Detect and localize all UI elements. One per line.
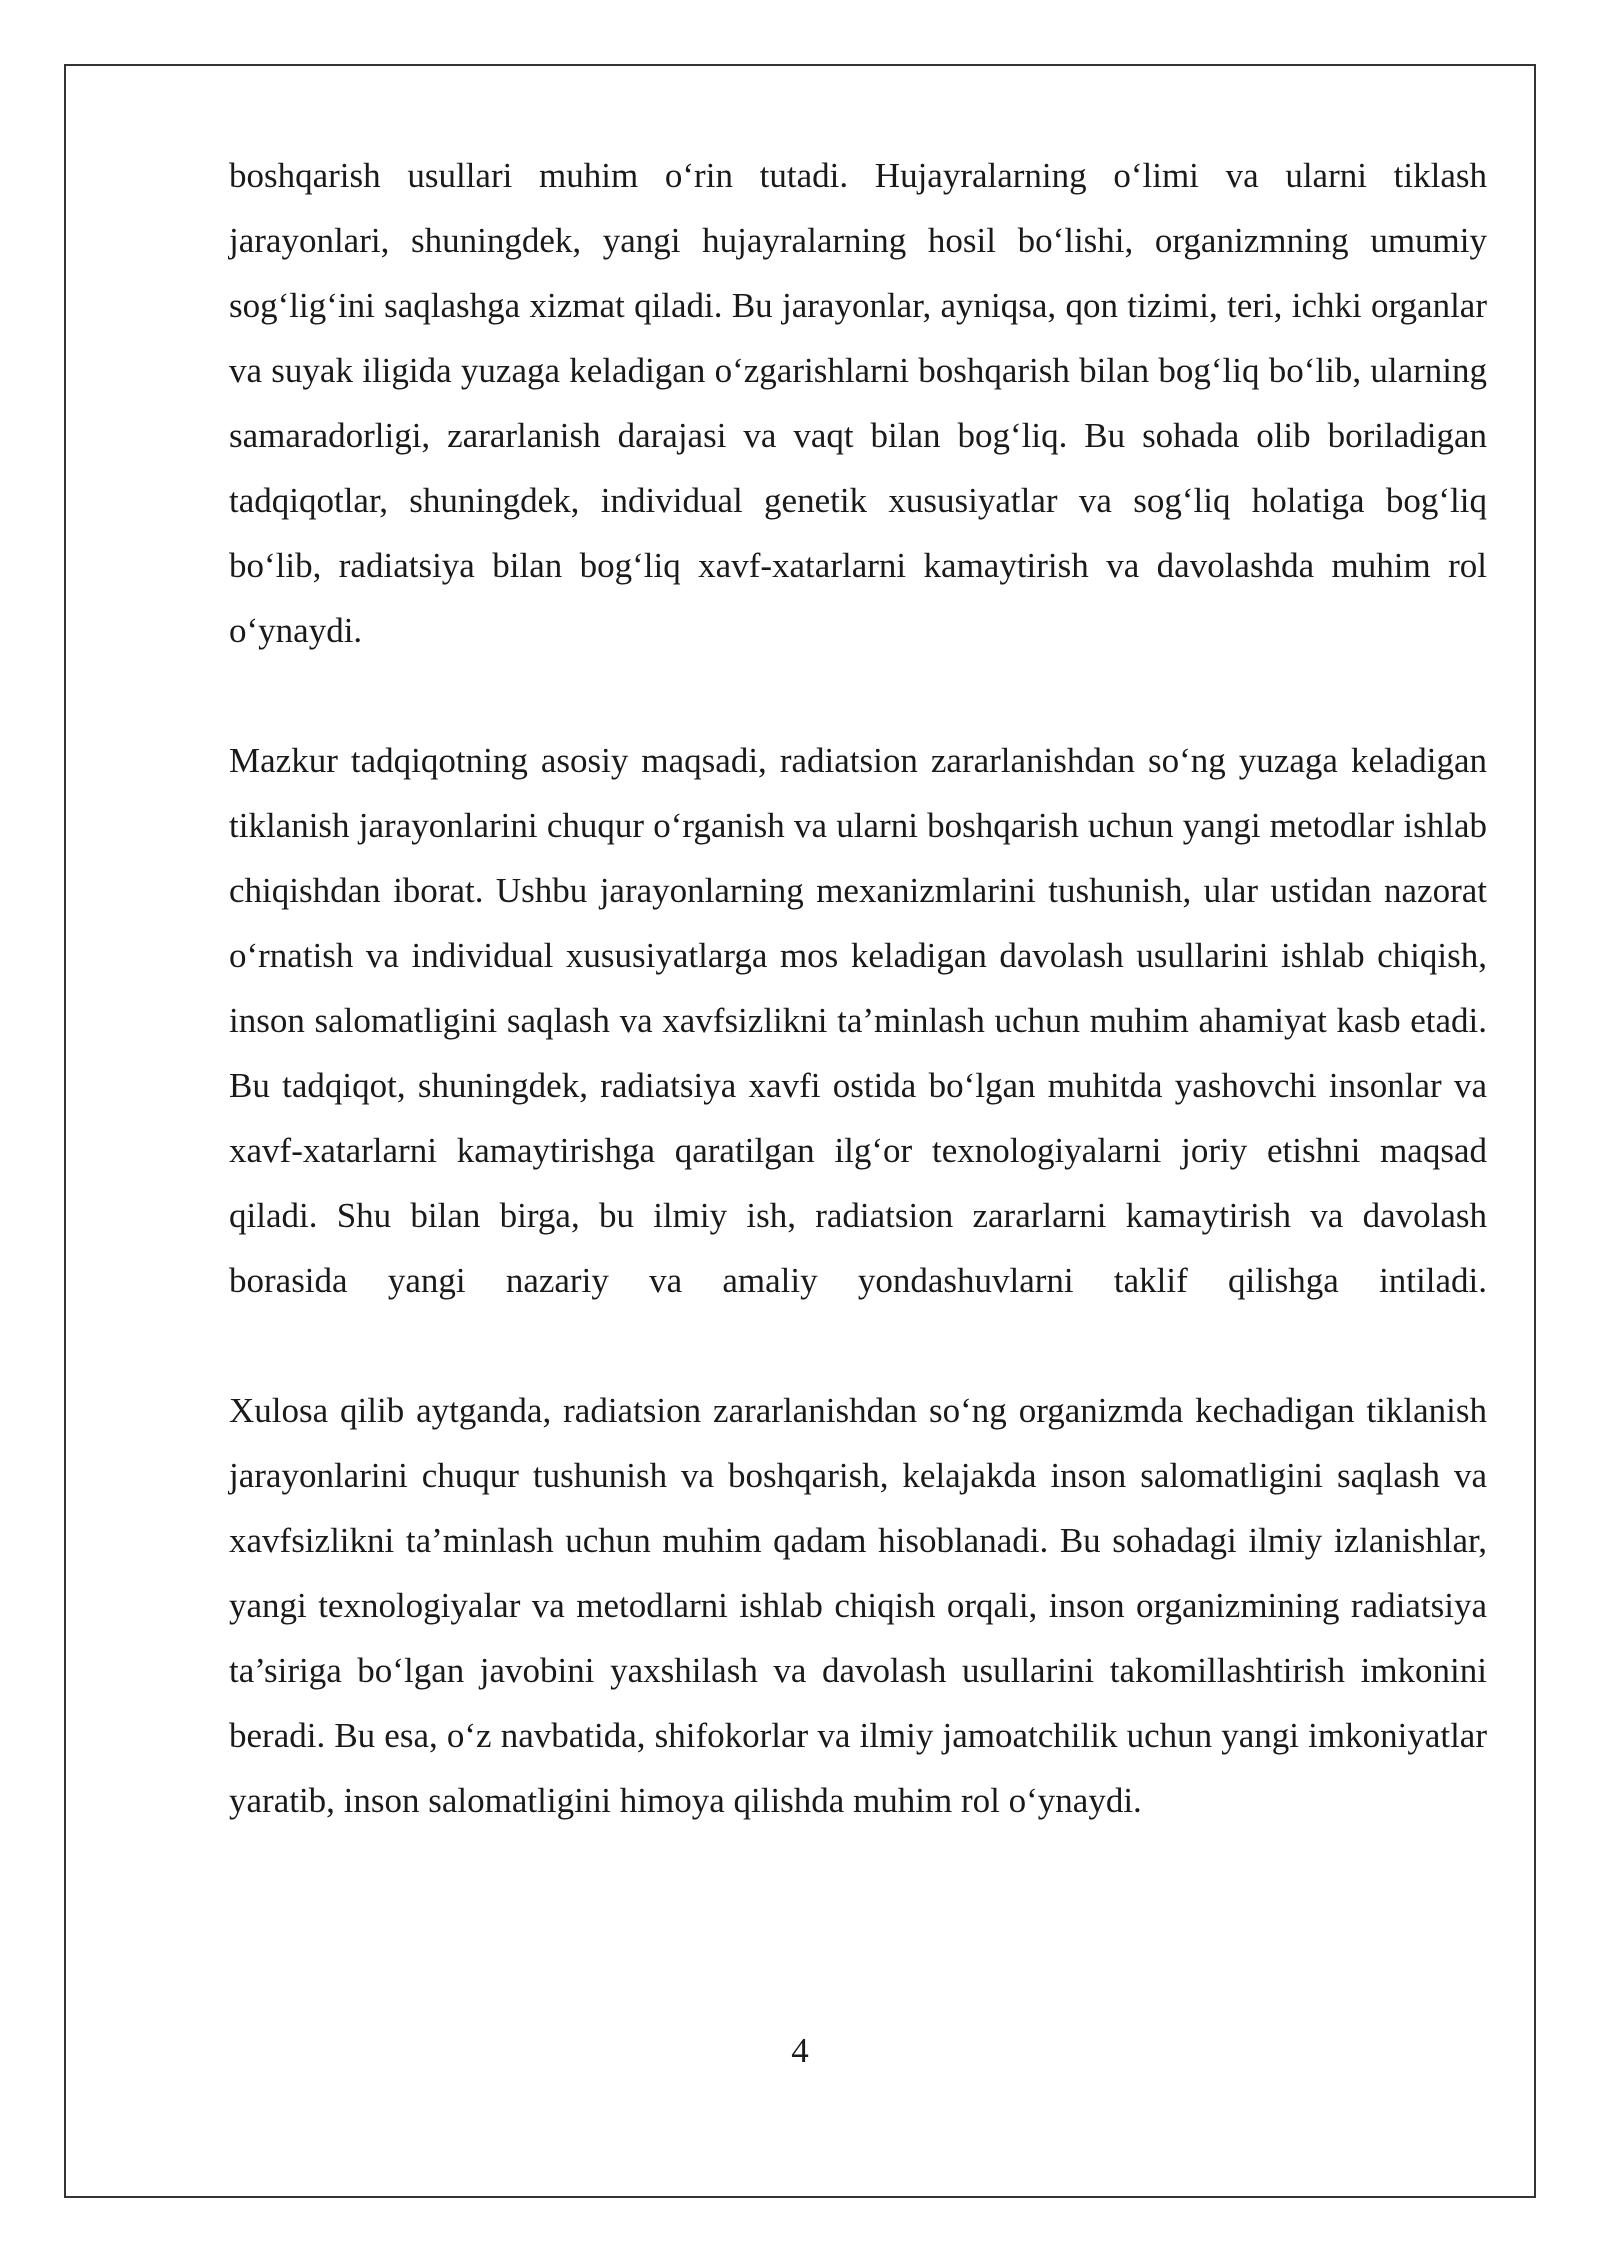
document-body xyxy=(229,143,1487,1833)
paragraph-3: Xulosa qilib aytganda, radiatsion zararlanishdan so‘ng organizmda kechadigan tiklanish jarayonlarini chuqur tushunish va boshqarish, kelajakda inson salomatligini saqlash va xavfsizlikni ta’minlash uchun muhim qadam hisoblanadi. Bu sohadagi ilmiy izlanishlar, yangi texnologiyalar va metodlarni ishlab chiqish orqali, inson organizmining radiatsiya ta’siriga bo‘lgan javobini yaxshilash va davolash usullarini takomillashtirish imkonini beradi. Bu esa, o‘z navbatida, shifokorlar va ilmiy jamoatchilik uchun yangi imkoniyatlar yaratib, inson salomatligini himoya qilishda muhim rol o‘ynaydi. xyxy=(229,1391,1487,1820)
paragraph-1: boshqarish usullari muhim o‘rin tutadi. Hujayralarning o‘limi va ularni tiklash jarayonlari, shuningdek, yangi hujayralarning hosil bo‘lishi, organizmning umumiy sog‘lig‘ini saqlashga xizmat qiladi. Bu jarayonlar, ayniqsa, qon tizimi, teri, ichki organlar va suyak iligida yuzaga keladigan o‘zgarishlarni boshqarish bilan bog‘liq bo‘lib, ularning samaradorligi, zararlanish darajasi va vaqt bilan bog‘liq. Bu sohada olib boriladigan tadqiqotlar, shuningdek, individual genetik xususiyatlar va sog‘liq holatiga bog‘liq bo‘lib, radiatsiya bilan bog‘liq xavf-xatarlarni kamaytirish va davolashda muhim rol o‘ynaydi. xyxy=(229,156,1487,650)
paragraph-2: Mazkur tadqiqotning asosiy maqsadi, radiatsion zararlanishdan so‘ng yuzaga keladigan tiklanish jarayonlarini chuqur o‘rganish va ularni boshqarish uchun yangi metodlar ishlab chiqishdan iborat. Ushbu jarayonlarning mexanizmlarini tushunish, ular ustidan nazorat o‘rnatish va individual xususiyatlarga mos keladigan davolash usullarini ishlab chiqish, inson salomatligini saqlash va xavfsizlikni ta’minlash uchun muhim ahamiyat kasb etadi. Bu tadqiqot, shuningdek, radiatsiya xavfi ostida bo‘lgan muhitda yashovchi insonlar va xavf-xatarlarni kamaytirishga qaratilgan ilg‘or texnologiyalarni joriy etishni maqsad qiladi. Shu bilan birga, bu ilmiy ish, radiatsion zararlarni kamaytirish va davolash borasida yangi nazariy va amaliy yondashuvlarni taklif qilishga intiladi. xyxy=(229,741,1487,1300)
page-number: 4 xyxy=(791,2031,809,2070)
